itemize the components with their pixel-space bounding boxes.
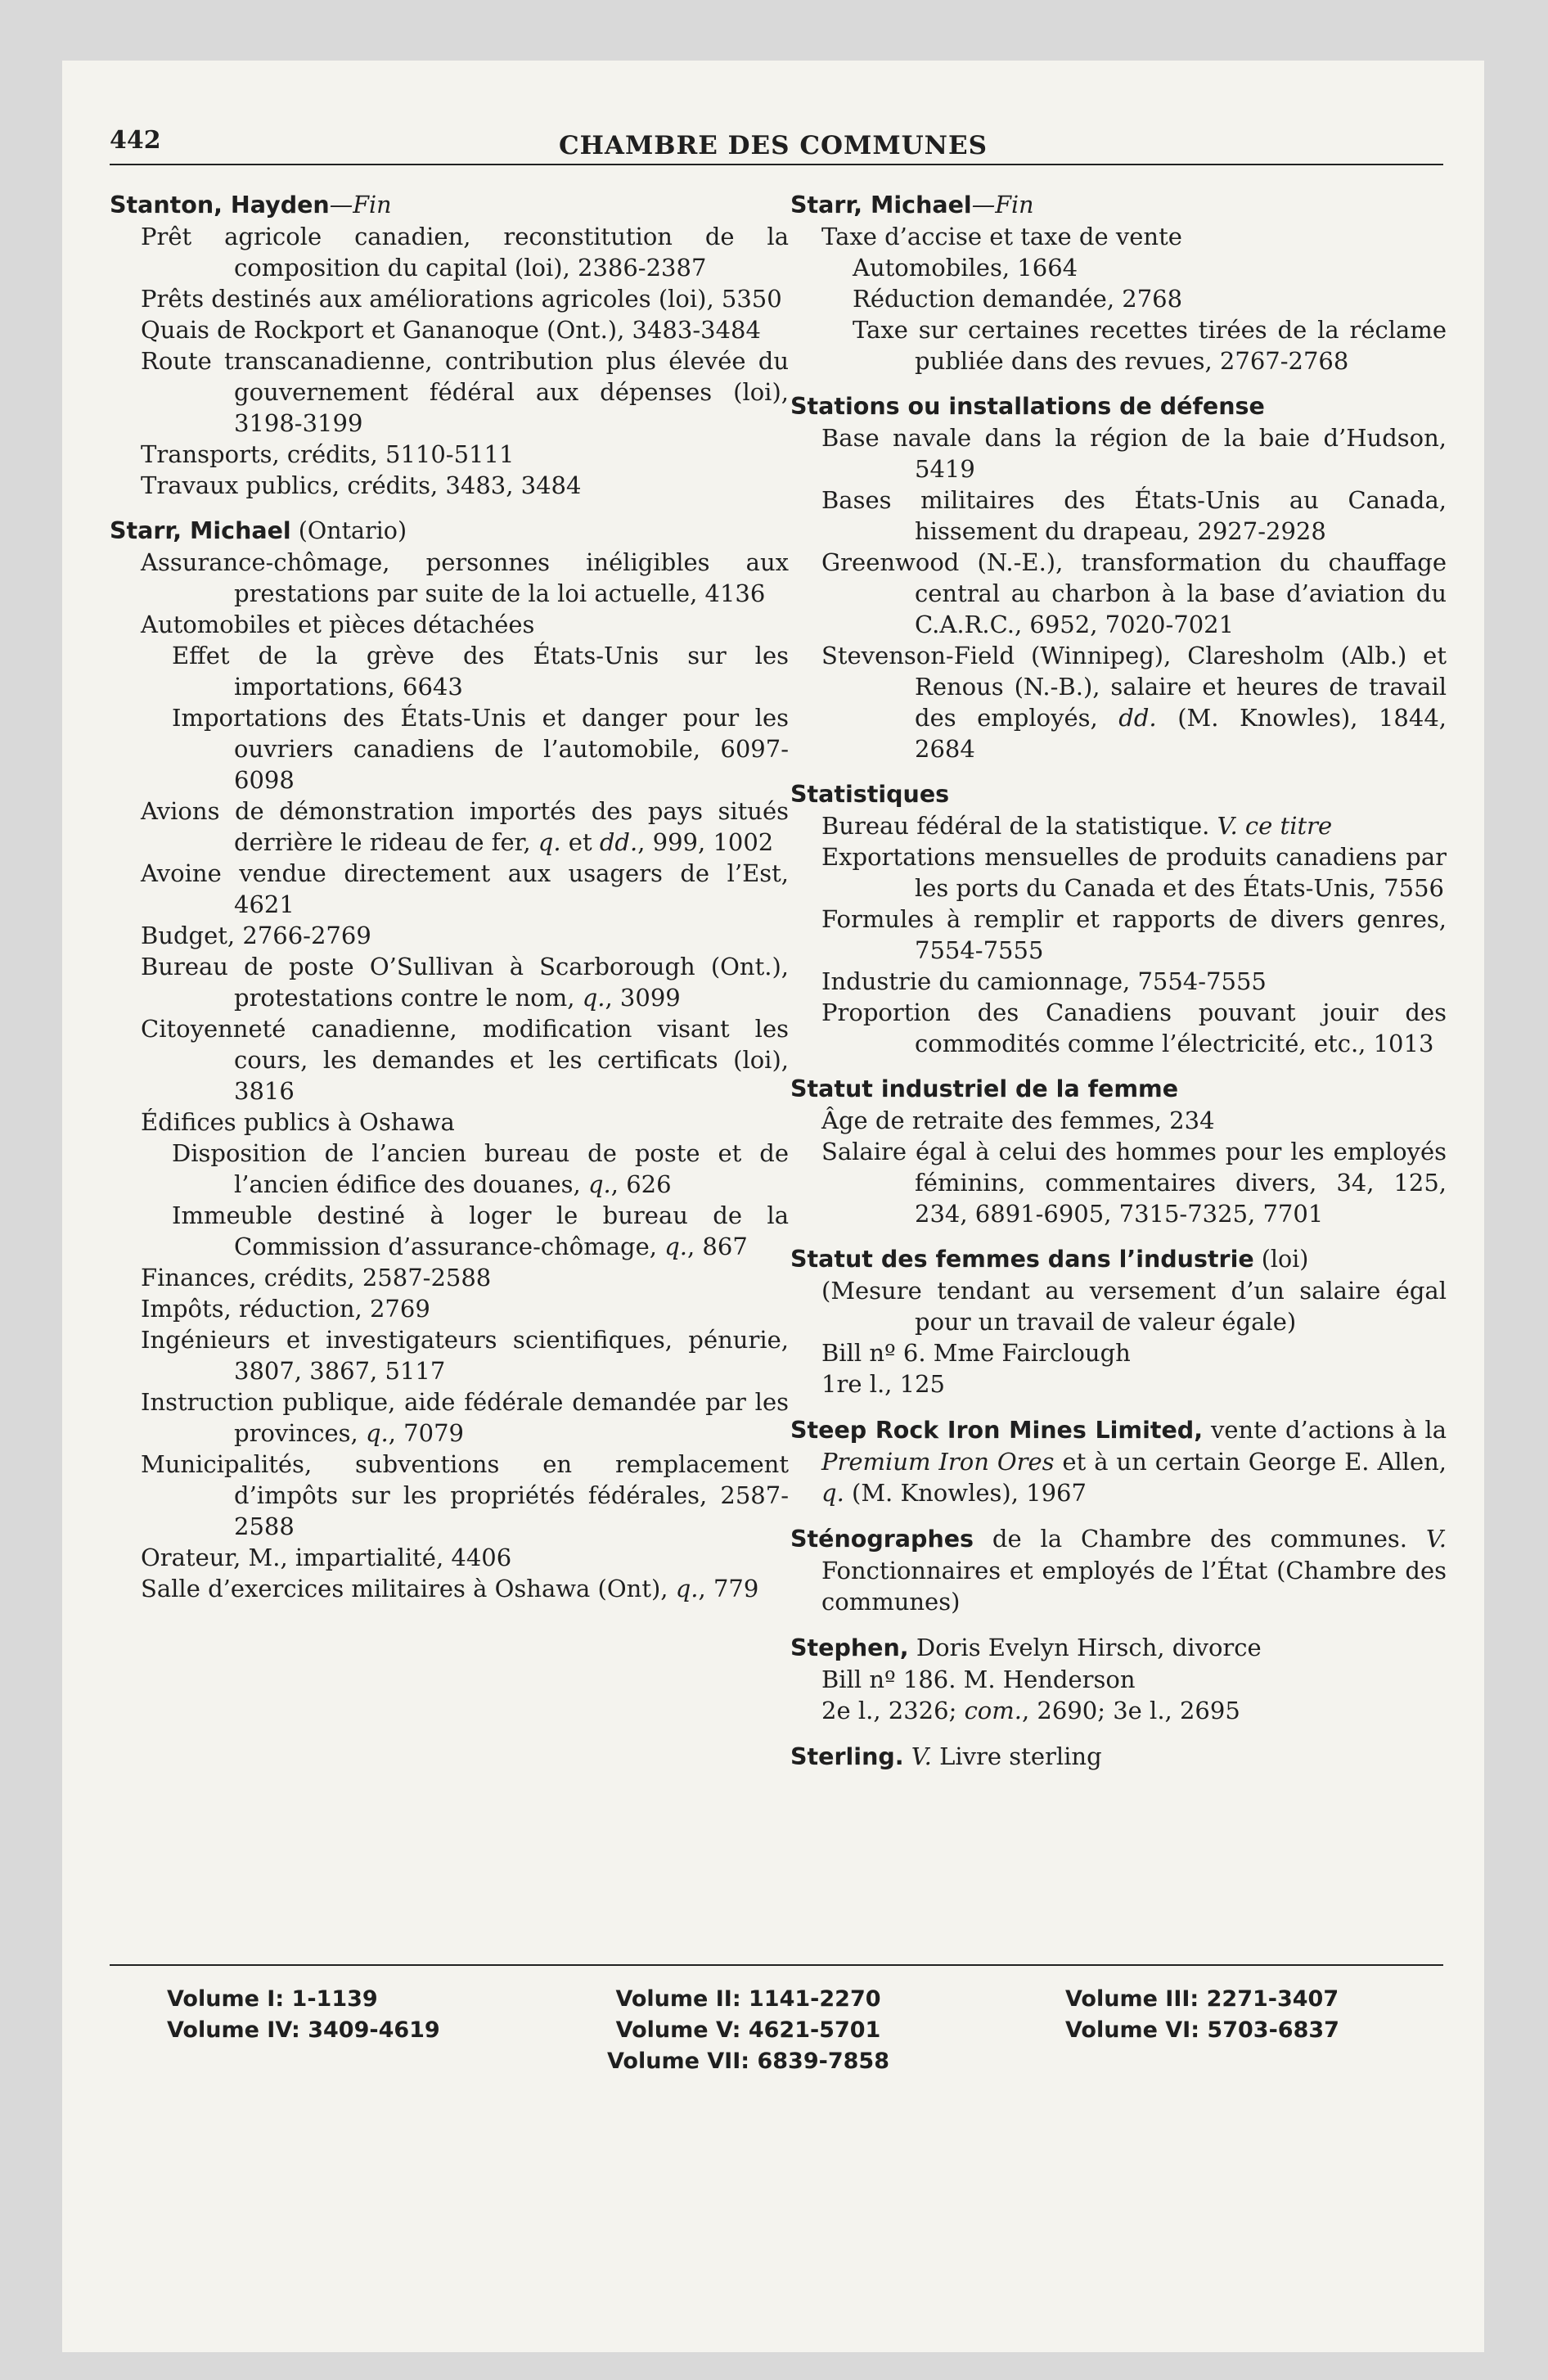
volume-range: Volume IV: 3409-4619 (167, 2017, 440, 2043)
text: de la Chambre des communes. (974, 1525, 1426, 1553)
entry-heading (790, 1244, 1447, 1275)
index-entry-stenographes (790, 1523, 1447, 1617)
index-entry-starr (110, 516, 789, 1604)
index-entry-statistiques (790, 779, 1447, 1059)
heading-name: Statut des femmes dans l’industrie (790, 1246, 1254, 1273)
index-entry-stanton (110, 190, 789, 501)
page-header (62, 61, 1484, 159)
sub-entry: Prêt agricole canadien, reconstitution de la composition du capital (loi), 2386-2387 (141, 223, 789, 282)
abbrev: q. (587, 1170, 611, 1198)
abbrev: q. (365, 1419, 389, 1447)
sub-sub-entry: Taxe sur certaines recettes tirées de la réclame publiée dans des revues, 2767-2768 (853, 316, 1447, 375)
sub-sub-entry: Automobiles, 1664 (853, 254, 1078, 282)
abbrev: q. (675, 1575, 699, 1602)
text: et (560, 828, 600, 856)
footer-column (167, 1984, 440, 2046)
heading-fin: —Fin (971, 192, 1034, 219)
sub-entry: (Mesure tendant au versement d’un salaire égal pour un travail de valeur égale) (821, 1277, 1447, 1336)
entry-heading (790, 1632, 1447, 1664)
sub-entry: Travaux publics, crédits, 3483, 3484 (141, 471, 582, 499)
index-entry-statut-industriel (790, 1074, 1447, 1229)
entry-heading: Statut industriel de la femme (790, 1075, 1179, 1102)
sub-entry: Budget, 2766-2769 (141, 922, 371, 949)
sub-entry: Assurance-chômage, personnes inéligibles aux prestations par suite de la loi actuelle, 4136 (141, 548, 789, 607)
sub-entry (110, 796, 789, 858)
text: Avions de démonstration importés des pays situés derrière le rideau de fer, (141, 797, 789, 856)
text: (M. Knowles), 1967 (844, 1479, 1087, 1507)
entry-heading: Statistiques (790, 781, 950, 808)
heading-name: Stephen, (790, 1634, 909, 1661)
heading-name: Starr, Michael (110, 517, 291, 544)
sub-entry: Municipalités, subventions en remplacement d’impôts sur les propriétés fédérales, 2587-2588 (141, 1450, 789, 1540)
abbrev: com. (964, 1697, 1022, 1724)
sub-entry (790, 810, 1447, 841)
text: , 3099 (605, 984, 681, 1012)
cross-reference: V. (1425, 1525, 1447, 1553)
sub-entry: Bill nº 186. M. Henderson (821, 1666, 1136, 1693)
text: , 779 (698, 1575, 759, 1602)
heading-rest: (Ontario) (290, 517, 407, 544)
heading-fin: —Fin (329, 192, 392, 219)
right-column (790, 190, 1447, 1779)
text: Salle d’exercices militaires à Oshawa (Ont), (141, 1575, 676, 1602)
sub-entry: Automobiles et pièces détachées (141, 611, 535, 638)
text: , 7079 (388, 1419, 464, 1447)
sub-entry: Greenwood (N.-E.), transformation du chauffage central au charbon à la base d’aviation du C.A.R.C., 6952, 7020-7021 (821, 548, 1447, 638)
sub-sub-entry (110, 1138, 789, 1200)
text: Stevenson-Field (Winnipeg), Claresholm (Alb.) et Renous (N.-B.), salaire et heures de travail des employés, (821, 642, 1447, 732)
sub-entry: Route transcanadienne, contribution plus élevée du gouvernement fédéral aux dépenses (loi), 3198-3199 (141, 347, 789, 437)
sub-entry: Base navale dans la région de la baie d’Hudson, 5419 (821, 424, 1447, 483)
heading-name: Stanton, Hayden (110, 192, 330, 219)
index-entry-stations (790, 391, 1447, 764)
volume-range: Volume VI: 5703-6837 (1065, 2017, 1339, 2043)
text: Disposition de l’ancien bureau de poste et de l’ancien édifice des douanes, (172, 1139, 789, 1198)
sub-entry: Quais de Rockport et Gananoque (Ont.), 3483-3484 (141, 316, 761, 344)
text: et à un certain George E. Allen, (1054, 1448, 1447, 1476)
text: Fonctionnaires et employés de l’État (Chambre des communes) (821, 1557, 1447, 1616)
sub-sub-entry: Importations des États-Unis et danger pour les ouvriers canadiens de l’automobile, 6097-6098 (172, 704, 789, 794)
text: Bureau de poste O’Sullivan à Scarborough (Ont.), protestations contre le nom, (141, 953, 789, 1012)
sub-entry: Bill nº 6. Mme Fairclough (821, 1339, 1131, 1367)
entry-heading (790, 1523, 1447, 1617)
sub-entry: Impôts, réduction, 2769 (141, 1295, 430, 1323)
sub-entry: Transports, crédits, 5110-5111 (141, 440, 515, 468)
abbrev: dd. (1118, 704, 1157, 732)
abbrev: dd. (599, 828, 638, 856)
sub-entry: Bases militaires des États-Unis au Canada, hissement du drapeau, 2927-2928 (821, 486, 1447, 545)
abbrev: q. (664, 1233, 687, 1260)
entry-heading (790, 190, 1447, 221)
sub-entry: Industrie du camionnage, 7554-7555 (821, 967, 1267, 995)
cross-reference: V. (903, 1742, 932, 1770)
index-entry-starr-fin (790, 190, 1447, 376)
sub-entry (110, 951, 789, 1013)
company-name: Premium Iron Ores (821, 1448, 1055, 1476)
heading-rest: (loi) (1253, 1246, 1309, 1273)
text: Livre sterling (931, 1742, 1102, 1770)
sub-entry: Taxe d’accise et taxe de vente (821, 223, 1182, 250)
entry-heading (110, 190, 789, 221)
text: vente d’actions à la (1203, 1416, 1447, 1444)
text: , 2690; 3e l., 2695 (1021, 1697, 1240, 1724)
footer-column (607, 1984, 889, 2077)
index-entry-steep-rock (790, 1414, 1447, 1508)
sub-entry: Citoyenneté canadienne, modification visant les cours, les demandes et les certificats (loi), 3816 (141, 1015, 789, 1105)
heading-name: Sténographes (790, 1526, 974, 1553)
sub-entry: Orateur, M., impartialité, 4406 (141, 1544, 512, 1571)
entry-heading: Stations ou installations de défense (790, 393, 1265, 420)
text: , 626 (610, 1170, 672, 1198)
text: Doris Evelyn Hirsch, divorce (908, 1634, 1262, 1661)
left-column (110, 190, 789, 1611)
entry-heading (790, 1414, 1447, 1508)
sub-entry (790, 1695, 1447, 1726)
footer-rule (110, 1964, 1443, 1966)
heading-name: Steep Rock Iron Mines Limited, (790, 1417, 1204, 1444)
running-title: CHAMBRE DES COMMUNES (558, 131, 988, 160)
sub-sub-entry: Réduction demandée, 2768 (853, 285, 1183, 313)
index-page (62, 61, 1484, 2352)
sub-entry: Formules à remplir et rapports de divers genres, 7554-7555 (821, 905, 1447, 964)
text: Immeuble destiné à loger le bureau de la Commission d’assurance-chômage, (172, 1201, 789, 1260)
text: 2e l., 2326; (821, 1697, 965, 1724)
volume-range: Volume II: 1141-2270 (615, 1986, 881, 2012)
sub-entry (110, 1573, 789, 1604)
volume-range: Volume VII: 6839-7858 (607, 2049, 889, 2074)
sub-entry: Finances, crédits, 2587-2588 (141, 1264, 492, 1291)
abbrev: q. (538, 828, 561, 856)
entry-heading (790, 1741, 1447, 1773)
sub-entry: Ingénieurs et investigateurs scientifiques, pénurie, 3807, 3867, 5117 (141, 1326, 789, 1385)
volume-range: Volume III: 2271-3407 (1065, 1986, 1339, 2012)
sub-entry: 1re l., 125 (821, 1370, 945, 1398)
volume-range: Volume I: 1-1139 (167, 1986, 378, 2012)
sub-entry: Salaire égal à celui des hommes pour les employés féminins, commentaires divers, 34, 125, 234, 6891-6905, 7315-7325, 7701 (821, 1138, 1447, 1228)
header-rule (110, 164, 1443, 165)
text: (M. Knowles), 1844, 2684 (915, 704, 1447, 763)
sub-entry: Avoine vendue directement aux usagers de l’Est, 4621 (141, 859, 789, 918)
index-entry-sterling (790, 1741, 1447, 1773)
sub-entry: Édifices publics à Oshawa (141, 1108, 455, 1136)
volume-range: Volume V: 4621-5701 (615, 2017, 881, 2043)
sub-sub-entry (110, 1200, 789, 1262)
text: , 999, 1002 (637, 828, 774, 856)
sub-sub-entry: Effet de la grève des États-Unis sur les importations, 6643 (172, 642, 789, 701)
entry-heading (110, 516, 789, 547)
sub-entry: Exportations mensuelles de produits canadiens par les ports du Canada et des États-Unis, 7556 (821, 843, 1447, 902)
text: Instruction publique, aide fédérale demandée par les provinces, (141, 1388, 789, 1447)
heading-name: Sterling. (790, 1743, 904, 1770)
sub-entry: Proportion des Canadiens pouvant jouir des commodités comme l’électricité, etc., 1013 (821, 998, 1447, 1057)
sub-entry: Âge de retraite des femmes, 234 (821, 1107, 1215, 1134)
page-number: 442 (110, 126, 161, 155)
sub-entry: Prêts destinés aux améliorations agricoles (loi), 5350 (141, 285, 782, 313)
cross-reference: V. ce titre (1217, 812, 1333, 840)
heading-name: Starr, Michael (790, 192, 972, 219)
index-entry-statut-femmes (790, 1244, 1447, 1400)
abbrev: q. (582, 984, 605, 1012)
footer-column (1065, 1984, 1339, 2046)
text: Bureau fédéral de la statistique. (821, 812, 1217, 840)
sub-entry (110, 1386, 789, 1449)
text: , 867 (687, 1233, 748, 1260)
index-entry-stephen (790, 1632, 1447, 1726)
sub-entry (790, 640, 1447, 764)
abbrev: q. (821, 1479, 844, 1507)
